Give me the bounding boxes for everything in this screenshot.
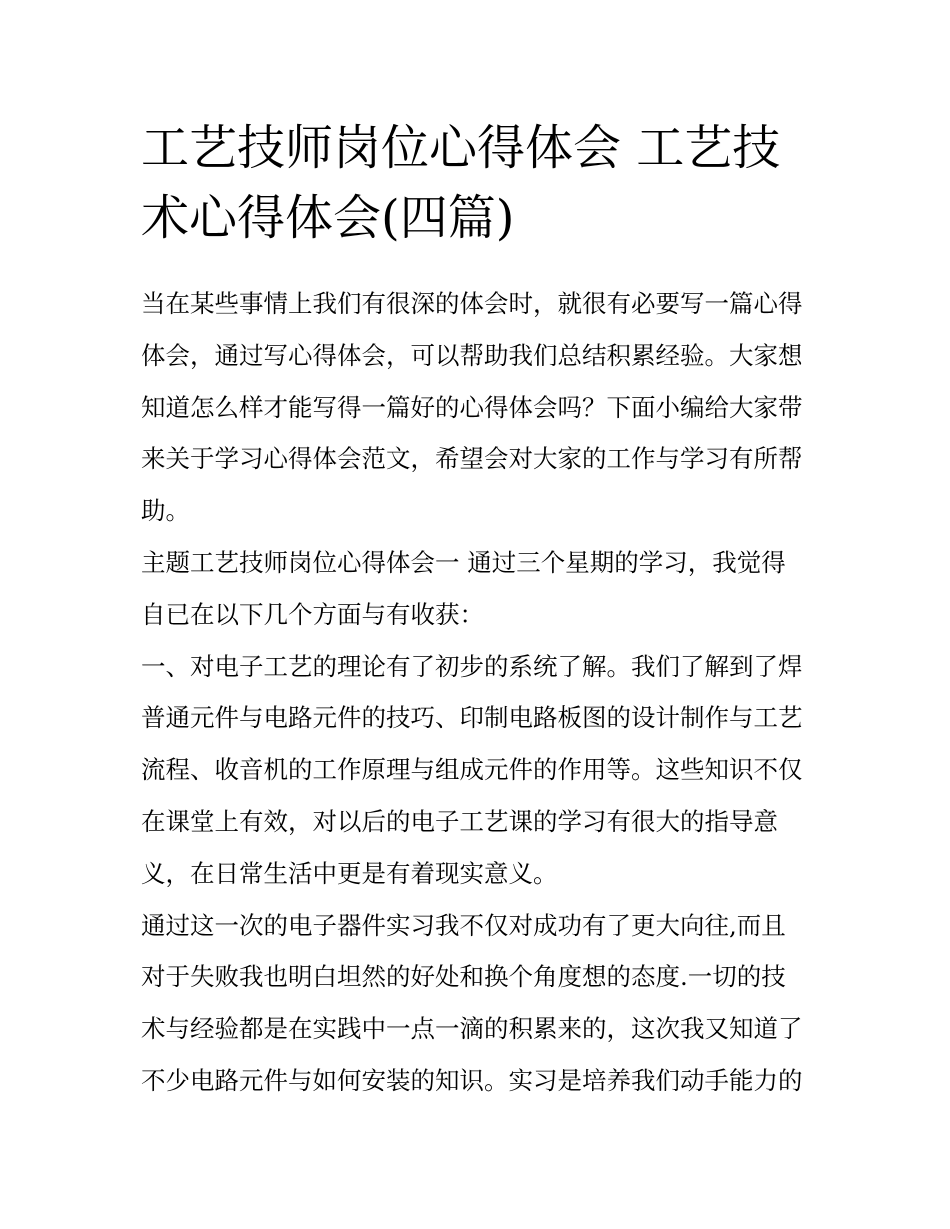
paragraph-line: 来关于学习心得体会范文，希望会对大家的工作与学习有所帮	[141, 444, 803, 474]
paragraph-line: 术与经验都是在实践中一点一滴的积累来的，这次我又知道了	[141, 1014, 803, 1044]
paragraph-line: 在课堂上有效，对以后的电子工艺课的学习有很大的指导意	[141, 806, 778, 836]
paragraph-line: 知道怎么样才能写得一篇好的心得体会吗？下面小编给大家带	[141, 392, 803, 422]
document-title	[141, 113, 821, 253]
document-body	[141, 278, 821, 1107]
title-line: 工艺技师岗位心得体会 工艺技	[141, 120, 781, 176]
paragraph-line: 一、对电子工艺的理论有了初步的系统了解。我们了解到了焊	[141, 651, 803, 681]
paragraph-line: 义，在日常生活中更是有着现实意义。	[141, 858, 558, 888]
document-content	[141, 113, 821, 1107]
paragraph-line: 自已在以下几个方面与有收获：	[141, 599, 484, 629]
paragraph-line: 通过这一次的电子器件实习我不仅对成功有了更大向往,而且	[141, 910, 786, 940]
paragraph-line: 对于失败我也明白坦然的好处和换个角度想的态度.一切的技	[141, 962, 786, 992]
paragraph-line: 不少电路元件与如何安装的知识。实习是培养我们动手能力的	[141, 1065, 803, 1095]
paragraph-line: 当在某些事情上我们有很深的体会时，就很有必要写一篇心得	[141, 289, 803, 318]
paragraph-line: 体会，通过写心得体会，可以帮助我们总结积累经验。大家想	[141, 340, 803, 370]
paragraph-line: 助。	[141, 496, 190, 526]
title-line: 术心得体会(四篇)	[141, 190, 515, 246]
paragraph-line: 流程、收音机的工作原理与组成元件的作用等。这些知识不仅	[141, 755, 803, 785]
paragraph-line: 主题工艺技师岗位心得体会一 通过三个星期的学习，我觉得	[141, 547, 786, 577]
paragraph-line: 普通元件与电路元件的技巧、印制电路板图的设计制作与工艺	[141, 703, 803, 733]
